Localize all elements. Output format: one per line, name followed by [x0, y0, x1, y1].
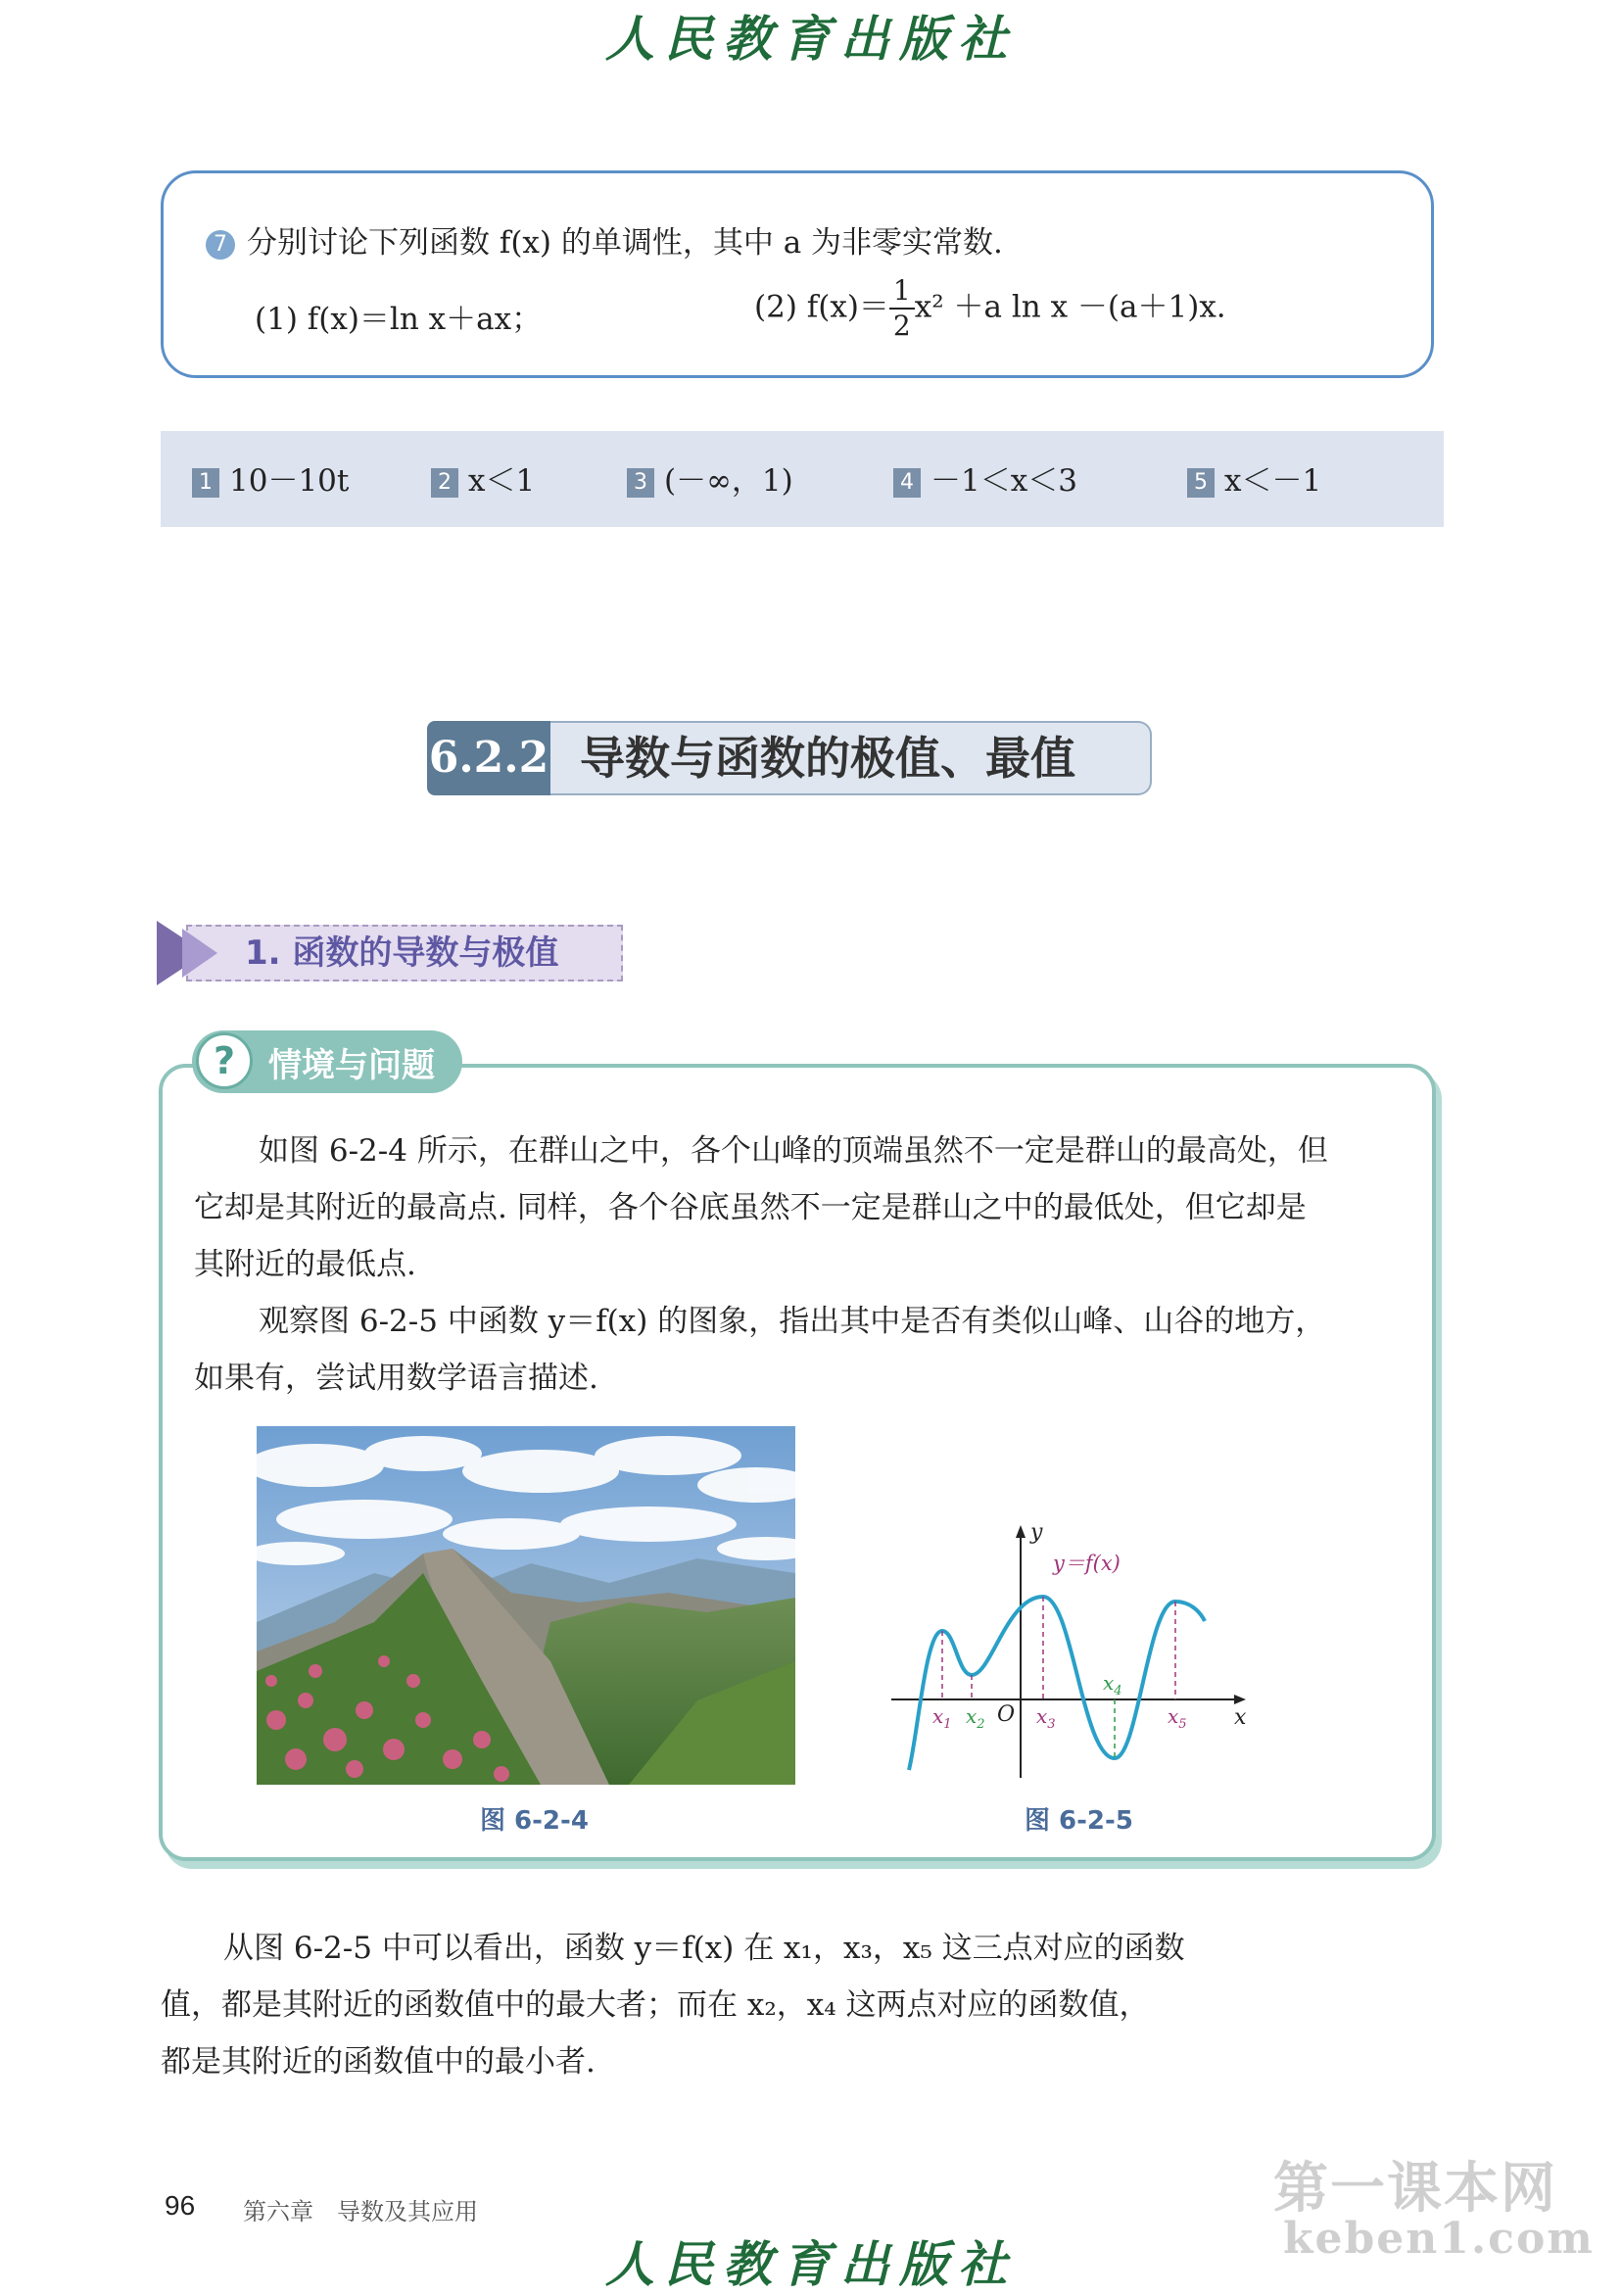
section-number: 6.2.2	[427, 721, 550, 795]
context-label: 情境与问题	[268, 1046, 435, 1085]
context-text-line: 它却是其附近的最高点. 同样，各个谷底虽然不一定是群山之中的最低处，但它却是	[194, 1190, 1307, 1225]
figure-caption: 图 6-2-4	[480, 1806, 589, 1836]
exercise-part-2	[754, 274, 1226, 343]
body-text-line: 都是其附近的函数值中的最小者.	[161, 2044, 596, 2080]
fraction-numerator: 1	[889, 274, 915, 310]
curve-label: y＝f(x)	[1053, 1552, 1121, 1575]
context-text-line: 其附近的最低点.	[194, 1247, 416, 1282]
body-text-line: 从图 6-2-5 中可以看出，函数 y＝f(x) 在 x₁，x₃，x₅ 这三点对应的函数	[223, 1931, 1185, 1966]
function-graph	[882, 1513, 1273, 1797]
section-title: 导数与函数的极值、最值	[550, 721, 1152, 795]
x-axis-label: x	[1234, 1705, 1247, 1730]
context-text-line: 观察图 6-2-5 中函数 y＝f(x) 的图象，指出其中是否有类似山峰、山谷的地方，	[259, 1304, 1326, 1339]
exercise-question	[206, 217, 1003, 262]
point-label-x4: $x_4$	[1103, 1671, 1122, 1698]
body-text-line: 值，都是其附近的函数值中的最大者；而在 x₂，x₄ 这两点对应的函数值，	[161, 1987, 1150, 2023]
exercise-part-1: (1) f(x)＝ln x＋ax；	[255, 302, 543, 337]
exercise-question-text: 分别讨论下列函数 f(x) 的单调性，其中 a 为非零实常数.	[247, 225, 1003, 261]
context-text-line: 如图 6-2-4 所示，在群山之中，各个山峰的顶端虽然不一定是群山的最高处，但	[259, 1133, 1328, 1169]
mountain-photo-image	[257, 1426, 795, 1785]
answer-item	[431, 455, 535, 500]
page-number: 96	[165, 2190, 196, 2221]
answer-badge: 2	[431, 468, 458, 498]
publisher-header: 人民教育出版社	[605, 10, 1017, 68]
x-axis-arrow-icon	[1234, 1695, 1246, 1704]
part2-suffix: x² ＋a ln x －(a＋1)x.	[914, 289, 1226, 325]
mountain-photo	[257, 1426, 795, 1785]
function-curve	[909, 1597, 1205, 1770]
y-axis-label: y	[1030, 1520, 1043, 1545]
origin-label: O	[997, 1702, 1016, 1727]
part2-fraction	[889, 274, 915, 343]
subsection-title: 1. 函数的导数与极值	[245, 933, 559, 973]
answer-item	[192, 455, 349, 500]
watermark-text: 第一课本网	[1273, 2157, 1557, 2221]
answer-badge: 4	[893, 468, 921, 498]
point-label-x2: $x_2$	[966, 1704, 985, 1732]
answer-badge: 1	[192, 468, 219, 498]
answer-text: (－∞，1)	[664, 463, 793, 499]
point-label-x5: $x_5$	[1168, 1704, 1187, 1732]
publisher-footer: 人民教育出版社	[605, 2235, 1017, 2293]
answer-badge: 5	[1187, 468, 1215, 498]
y-axis-arrow-icon	[1016, 1525, 1026, 1538]
answer-badge: 3	[627, 468, 654, 498]
fraction-denominator: 2	[892, 310, 911, 342]
answer-text: x＜1	[468, 463, 536, 499]
subsection-heading	[157, 921, 625, 985]
answer-item	[627, 455, 793, 500]
figure-caption: 图 6-2-5	[1025, 1806, 1133, 1836]
point-label-x1: $x_1$	[932, 1704, 952, 1732]
answer-text: x＜－1	[1224, 463, 1322, 499]
point-label-x3: $x_3$	[1036, 1704, 1056, 1732]
context-text-line: 如果有，尝试用数学语言描述.	[194, 1361, 598, 1396]
answer-text: 10－10t	[229, 463, 350, 499]
answer-text: －1＜x＜3	[930, 463, 1077, 499]
chapter-title: 第六章 导数及其应用	[243, 2198, 478, 2225]
question-icon: ?	[196, 1032, 253, 1089]
triangle-arrow-icon	[182, 929, 217, 978]
watermark-url: keben1.com	[1283, 2214, 1595, 2264]
section-heading	[427, 721, 1171, 795]
answer-item	[893, 455, 1077, 500]
exercise-number-badge: 7	[206, 230, 235, 260]
answer-item	[1187, 455, 1321, 500]
part2-prefix: (2) f(x)＝	[754, 289, 889, 325]
